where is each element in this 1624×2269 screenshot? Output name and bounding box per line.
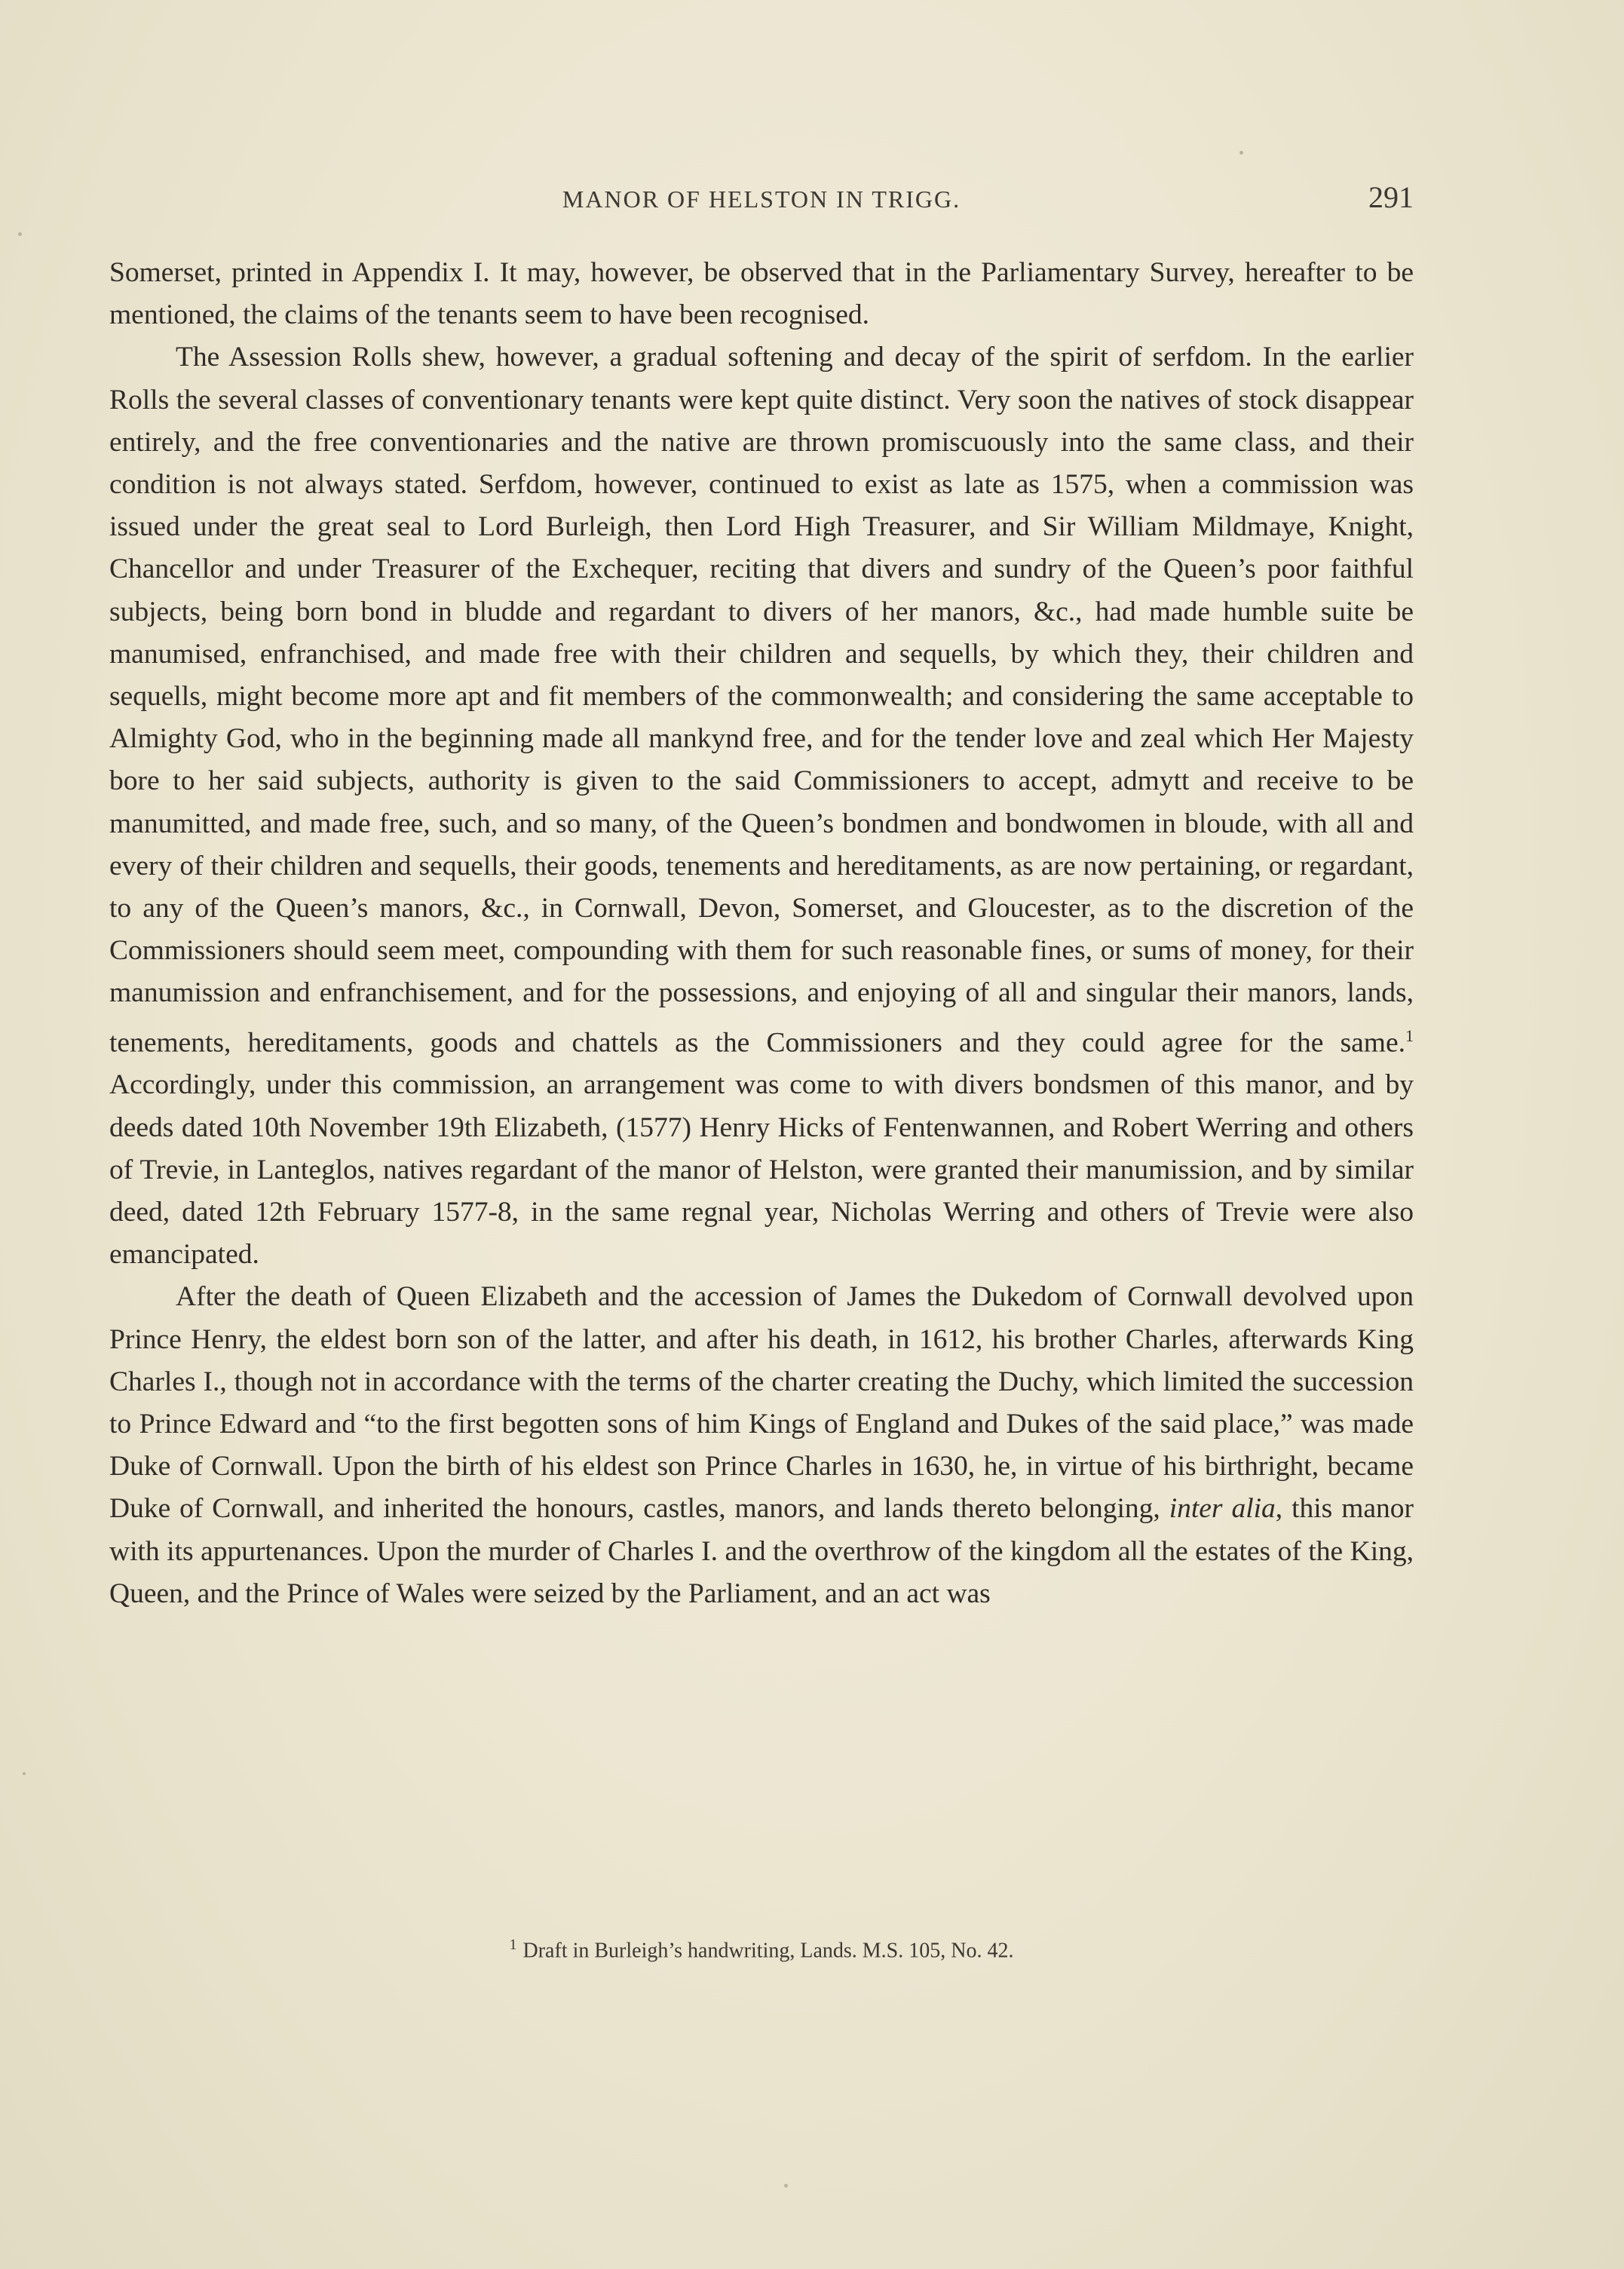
italic-text: inter alia: [1169, 1493, 1276, 1525]
footnote: [109, 1936, 1414, 1963]
paragraph-text: Somerset, printed in Appendix I. It may, however, be observed that in the Parliamentary Survey, hereafter to be mentioned, the claims of the tenants seem to have been recognised.: [109, 257, 1414, 331]
paper-speck: [23, 1772, 26, 1775]
body-text: [109, 252, 1414, 1615]
paragraph: [109, 252, 1414, 336]
running-head: [109, 179, 1414, 232]
paper-speck: [18, 232, 22, 236]
footnote-reference: 1: [1405, 1026, 1414, 1045]
paragraph-text: , this manor with its appurtenances. Upon the murder of Charles I. and the overthrow of the kingdom all the estates of the King, Queen, and the Prince of Wales were seized by the Parliament, and an act was: [109, 1493, 1414, 1609]
paragraph: [109, 1276, 1414, 1615]
paragraph-text: The Assession Rolls shew, however, a gradual softening and decay of the spirit of serfdom. In the earlier Rolls the several classes of conventionary tenants were kept quite distinct. Very soon the natives of stock disappear entirely, and the free conventionaries and the native are thrown promiscuously into the same class, and their condition is not always stated. Serfdom, however, continued to exist as late as 1575, when a commission was issued under the great seal to Lord Burleigh, then Lord High Treasurer, and Sir William Mildmaye, Knight, Chancellor and under Treasurer of the Exchequer, reciting that divers and sundry of the Queen’s poor faithful subjects, being born bond in bludde and regardant to divers of her manors, &c., had made humble suite be manumised, enfranchised, and made free with their children and sequells, by which they, their children and sequells, might become more apt and fit members of the commonwealth; and considering the same acceptable to Almighty God, who in the beginning made all mankynd free, and for the tender love and zeal which Her Majesty bore to her said subjects, authority is given to the said Commissioners to accept, admytt and receive to be manumitted, and made free, such, and so many, of the Queen’s bondmen and bondwomen in bloude, with all and every of their children and sequells, their goods, tenements and hereditaments, as are now pertaining, or regardant, to any of the Queen’s manors, &c., in Cornwall, Devon, Somerset, and Gloucester, as to the discretion of the Commissioners should seem meet, compounding with them for such reasonable fines, or sums of money, for their manumission and enfranchisement, and for the possessions, and enjoying of all and singular their manors, lands, tenements, hereditaments, goods and chattels as the Commissioners and they could agree for the same.: [109, 342, 1414, 1059]
paragraph-text: After the death of Queen Elizabeth and the accession of James the Dukedom of Cornwall devolved upon Prince Henry, the eldest born son of the latter, and after his death, in 1612, his brother Charles, afterwards King Charles I., though not in accordance with the terms of the charter creating the Duchy, which limited the succession to Prince Edward and “to the first begotten sons of him Kings of England and Dukes of the said place,” was made Duke of Cornwall. Upon the birth of his eldest son Prince Charles in 1630, he, in virtue of his birthright, became Duke of Cornwall, and inherited the honours, castles, manors, and lands thereto belonging,: [109, 1281, 1414, 1525]
paper-speck: [1239, 151, 1243, 155]
paper-speck: [784, 2184, 788, 2188]
paragraph-text: Accordingly, under this commission, an arrangement was come to with divers bondsmen of this manor, and by deeds dated 10th November 19th Elizabeth, (1577) Henry Hicks of Fentenwannen, and Robert Werring and others of Trevie, in Lanteglos, natives regardant of the manor of Helston, were granted their manumission, and by similar deed, dated 12th February 1577-8, in the same regnal year, Nicholas Werring and others of Trevie were also emancipated.: [109, 1069, 1414, 1271]
footnote-mark: 1: [509, 1936, 517, 1953]
running-title: MANOR OF HELSTON IN TRIGG.: [562, 186, 961, 213]
page-number: 291: [1368, 180, 1414, 214]
footnote-text: Draft in Burleigh’s handwriting, Lands. M.S. 105, No. 42.: [522, 1939, 1014, 1963]
paragraph: [109, 336, 1414, 1276]
